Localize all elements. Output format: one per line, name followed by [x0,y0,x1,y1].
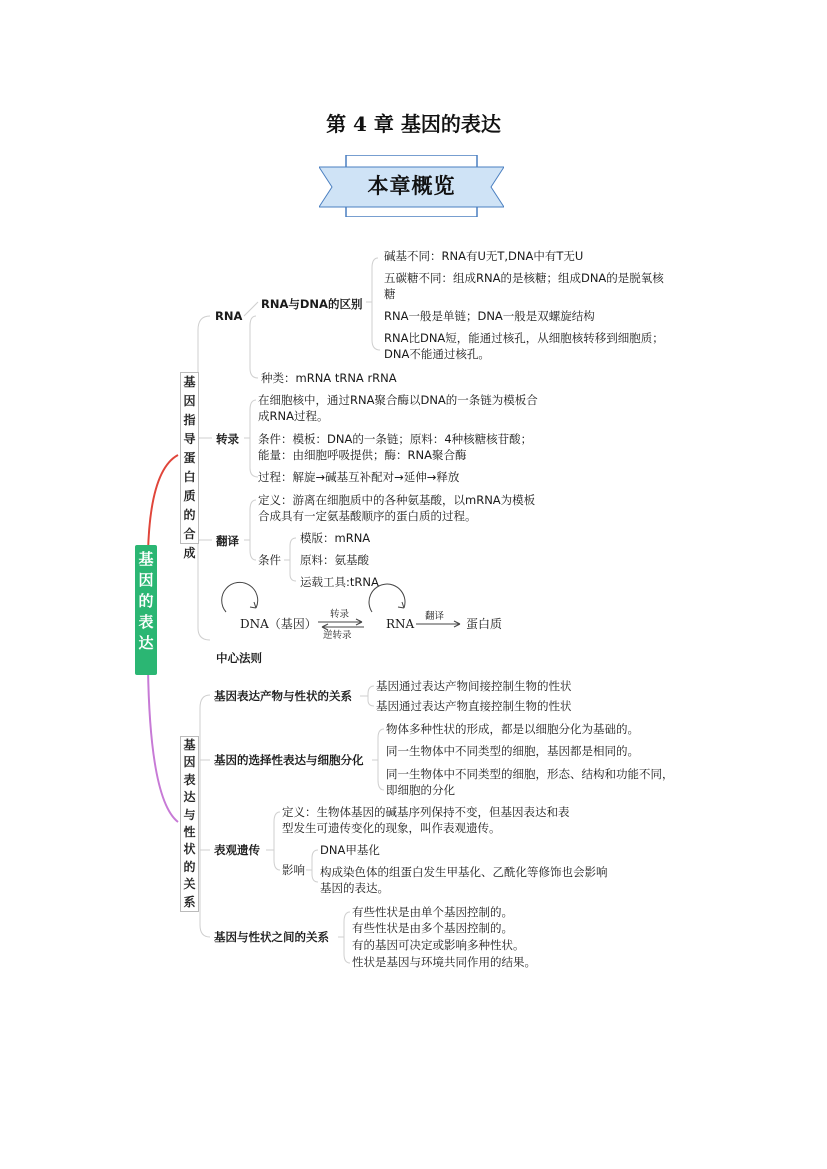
products-node: 基因表达产物与性状的关系 [214,689,352,703]
selective-item: 物体多种性状的形成，都是以细胞分化为基础的。 [386,722,639,736]
translation-cond-node: 条件 [258,553,281,567]
branch1-label: 基因指导蛋白质的合成 [183,375,196,560]
epigenetic-def: 型发生可遗传变化的现象，叫作表观遗传。 [282,821,501,835]
translation-def: 合成具有一定氨基酸顺序的蛋白质的过程。 [258,509,477,523]
central-dogma-label: 中心法则 [216,651,262,665]
root-node [135,545,157,675]
root-label: 基因的表达 [138,550,154,652]
gene-trait-item: 有些性状是由单个基因控制的。 [352,905,513,919]
epigenetic-effect: DNA甲基化 [320,843,380,857]
epigenetic-node: 表观遗传 [214,843,260,857]
central-protein: 蛋白质 [466,617,503,631]
branch-gene-expression-traits [180,736,199,912]
products-item: 基因通过表达产物间接控制生物的性状 [376,679,572,693]
transcription-process: 过程：解旋→碱基互补配对→延伸→释放 [258,470,460,484]
translation-def: 定义：游离在细胞质中的各种氨基酸，以mRNA为模板 [258,493,536,507]
gene-trait-item: 有些性状是由多个基因控制的。 [352,921,513,935]
transcription-cond: 能量：由细胞呼吸提供；酶：RNA聚合酶 [258,448,467,462]
diff-item: RNA比DNA短，能通过核孔，从细胞核转移到细胞质； [384,331,664,345]
translation-node: 翻译 [216,534,239,548]
gene-trait-item: 性状是基因与环境共同作用的结果。 [352,955,536,969]
translation-cond: 模版：mRNA [300,531,371,545]
diff-item: 五碳糖不同：组成RNA的是核糖；组成DNA的是脱氧核 [384,271,664,285]
banner-label: 本章概览 [367,174,456,198]
rna-dna-diff-node: RNA与DNA的区别 [261,297,363,311]
gene-trait-node: 基因与性状之间的关系 [214,930,329,944]
gene-trait-item: 有的基因可决定或影响多种性状。 [352,938,525,952]
epigenetic-effect: 基因的表达。 [320,881,389,895]
translation-cond: 原料：氨基酸 [300,553,369,567]
central-reverse: 逆转录 [323,630,352,641]
central-dna: DNA（基因） [240,617,317,631]
overview-banner [319,155,504,217]
transcription-node: 转录 [216,432,239,446]
epigenetic-effect: 构成染色体的组蛋白发生甲基化、乙酰化等修饰也会影响 [320,865,608,879]
transcription-def: 在细胞核中，通过RNA聚合酶以DNA的一条链为模板合 [258,393,538,407]
central-translate: 翻译 [425,611,445,622]
branch2-label: 基因表达与性状的关系 [183,738,196,909]
selective-item: 同一生物体中不同类型的细胞，形态、结构和功能不同， [386,767,674,781]
selective-node: 基因的选择性表达与细胞分化 [214,753,364,767]
translation-cond: 运载工具:tRNA [300,575,379,589]
diff-item: 糖 [384,287,396,301]
diff-item: DNA不能通过核孔。 [384,347,490,361]
page-title: 第 4 章 基因的表达 [326,112,501,136]
central-transcribe: 转录 [330,609,350,620]
transcription-def: 成RNA过程。 [258,409,329,423]
diff-item: RNA一般是单链；DNA一般是双螺旋结构 [384,309,595,323]
epigenetic-def: 定义：生物体基因的碱基序列保持不变，但基因表达和表 [282,805,570,819]
rna-types: 种类：mRNA tRNA rRNA [261,371,397,385]
products-item: 基因通过表达产物直接控制生物的性状 [376,699,572,713]
selective-item: 同一生物体中不同类型的细胞，基因都是相同的。 [386,744,639,758]
rna-node: RNA [215,309,243,323]
epigenetic-effect-node: 影响 [282,863,305,877]
diff-item: 碱基不同：RNA有U无T,DNA中有T无U [384,249,584,263]
central-rna: RNA [386,617,415,631]
transcription-cond: 条件：模板：DNA的一条链；原料：4种核糖核苷酸； [258,432,533,446]
branch-gene-protein-synthesis [180,372,199,560]
selective-item: 即细胞的分化 [386,783,455,797]
